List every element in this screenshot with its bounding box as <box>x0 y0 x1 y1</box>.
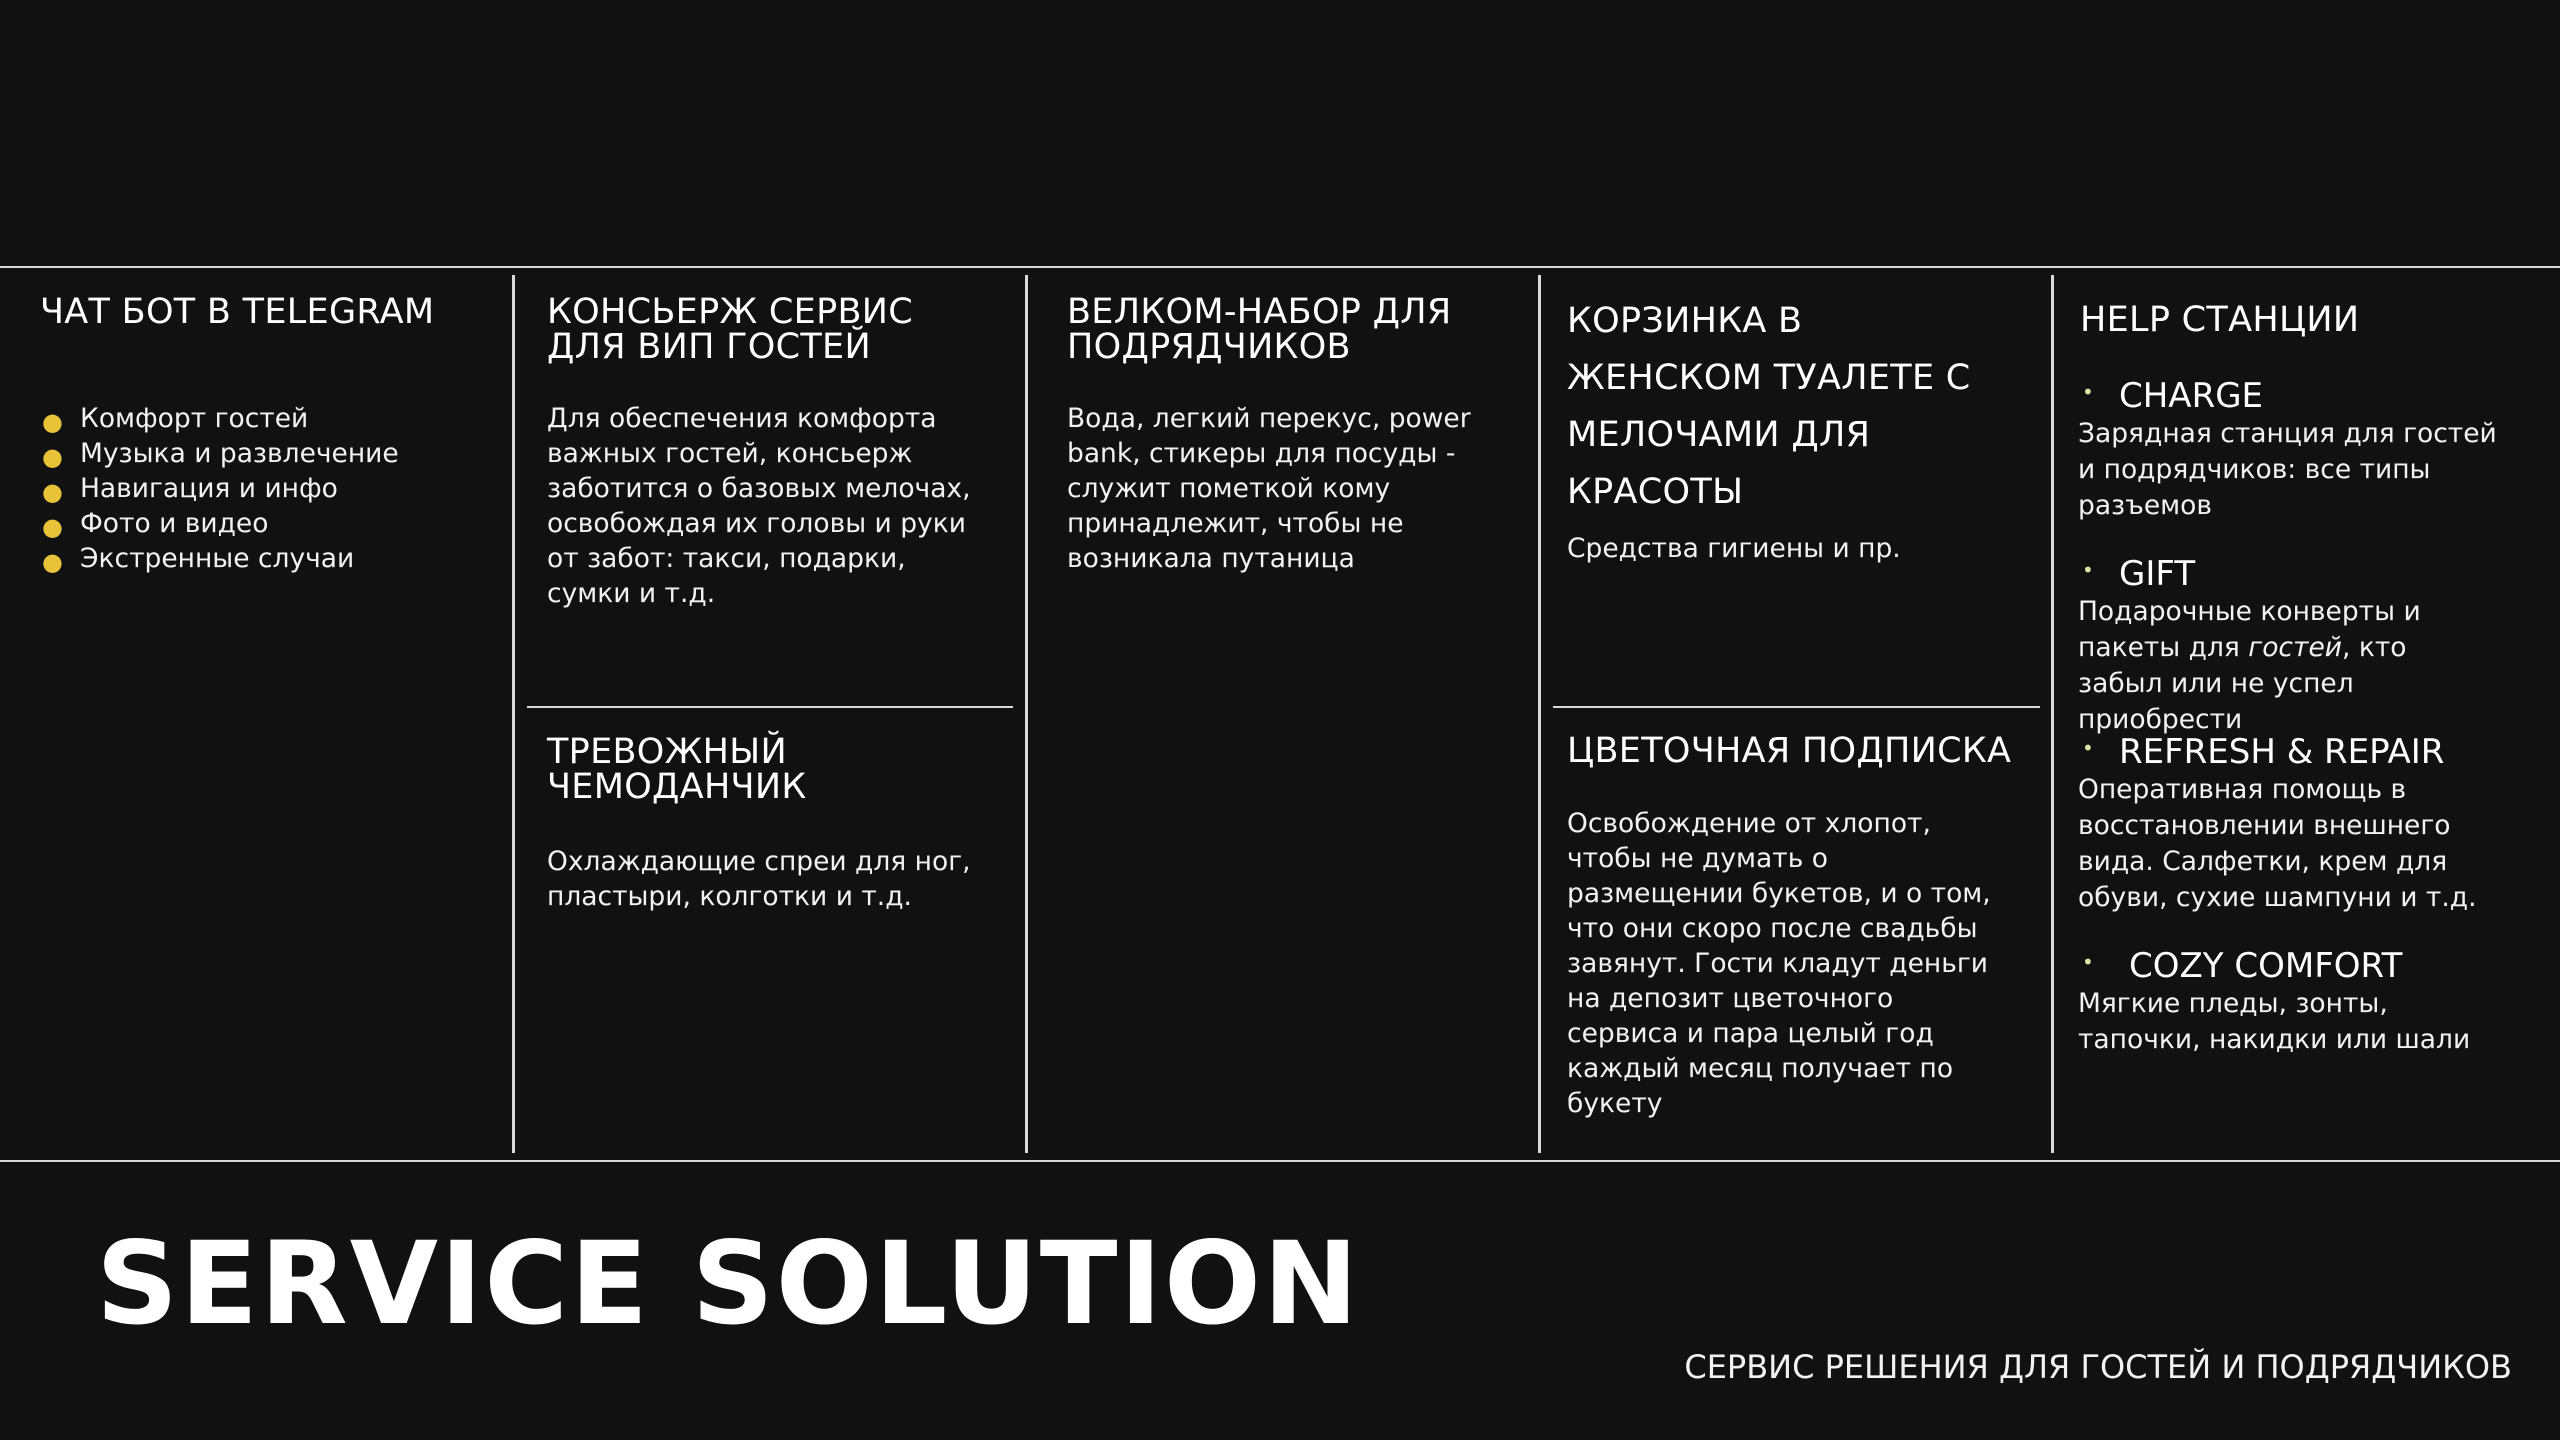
help-item-charge: • CHARGE Зарядная станция для гостей и подрядчиков: все типы разъемов <box>2078 376 2498 524</box>
help-item-refresh-repair: • REFRESH & REPAIR Оперативная помощь в восстановлении внешнего вида. Салфетки, крем для обуви, сухие шампуни и т.д. <box>2078 732 2498 916</box>
emergency-kit-text: Охлаждающие спреи для ног, пластыри, колготки и т.д. <box>547 846 971 912</box>
welcome-kit-title: ВЕЛКОМ-НАБОР ДЛЯ ПОДРЯДЧИКОВ <box>1067 292 1452 367</box>
bullet-dot-icon: ● <box>42 548 63 576</box>
bullet-dot-icon: • <box>2082 558 2094 582</box>
bullet-dot-icon: ● <box>42 443 63 471</box>
bullet-dot-icon: ● <box>42 478 63 506</box>
column-divider-1 <box>512 275 515 1153</box>
bottom-divider <box>0 1160 2560 1162</box>
basket-divider <box>1553 706 2040 708</box>
basket-text: Средства гигиены и пр. <box>1567 533 1901 564</box>
bullet-dot-icon: • <box>2082 950 2094 974</box>
basket-title: КОРЗИНКА В ЖЕНСКОМ ТУАЛЕТЕ С МЕЛОЧАМИ ДЛЯ КРАСОТЫ <box>1567 301 1971 512</box>
concierge-text: Для обеспечения комфорта важных гостей, консьерж заботится о базовых мелочах, освобождая их головы и руки от забот: такси, подарки, сумки и т.д. <box>547 403 971 609</box>
bullet-dot-icon: ● <box>42 513 63 541</box>
concierge-divider <box>527 706 1013 708</box>
help-item-cozy-comfort: • COZY COMFORT Мягкие пледы, зонты, тапочки, накидки или шали <box>2078 946 2498 1058</box>
help-item-gift: • GIFT Подарочные конверты и пакеты для гостей, кто забыл или не успел приобрести <box>2078 554 2498 738</box>
flowers-text: Освобождение от хлопот, чтобы не думать о размещении букетов, и о том, что они скоро после свадьбы завянут. Гости кладут деньги на депозит цветочного сервиса и пара целый год каждый месяц получает по букету <box>1567 808 1991 1119</box>
list-item: ● Музыка и развлечение <box>40 436 500 471</box>
top-divider <box>0 266 2560 268</box>
emergency-kit-title: ТРЕВОЖНЫЙ ЧЕМОДАНЧИК <box>547 732 807 807</box>
bullet-dot-icon: ● <box>42 408 63 436</box>
list-item: ● Экстренные случаи <box>40 541 500 576</box>
list-item: ● Комфорт гостей <box>40 401 500 436</box>
page-title: SERVICE SOLUTION <box>96 1217 1361 1350</box>
page-subtitle: СЕРВИС РЕШЕНИЯ ДЛЯ ГОСТЕЙ И ПОДРЯДЧИКОВ <box>1684 1348 2512 1386</box>
telegram-title: ЧАТ БОТ В TELEGRAM <box>40 292 435 332</box>
column-divider-2 <box>1025 275 1028 1153</box>
bullet-dot-icon: • <box>2082 380 2094 404</box>
flowers-title: ЦВЕТОЧНАЯ ПОДПИСКА <box>1567 731 2012 771</box>
column-divider-3 <box>1538 275 1541 1153</box>
bullet-dot-icon: • <box>2082 736 2094 760</box>
list-item: ● Фото и видео <box>40 506 500 541</box>
telegram-bullet-list <box>40 401 500 576</box>
column-divider-4 <box>2051 275 2054 1153</box>
help-title: HELP СТАНЦИИ <box>2080 300 2360 340</box>
concierge-title: КОНСЬЕРЖ СЕРВИС ДЛЯ ВИП ГОСТЕЙ <box>547 292 914 367</box>
list-item: ● Навигация и инфо <box>40 471 500 506</box>
welcome-kit-text: Вода, легкий перекус, power bank, стикеры для посуды - служит пометкой кому принадлежит, чтобы не возникала путаница <box>1067 403 1471 574</box>
